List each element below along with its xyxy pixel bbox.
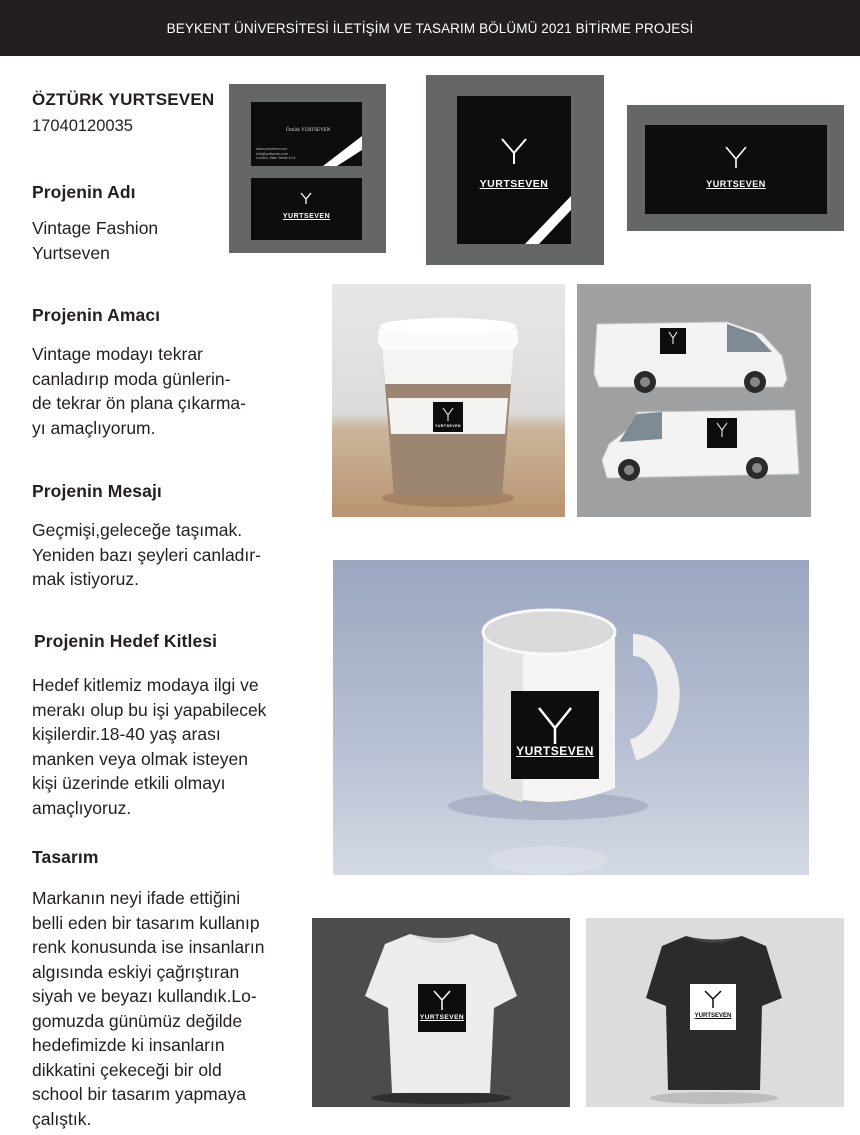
white-tshirt-illustration — [312, 918, 570, 1107]
business-card-back — [251, 178, 362, 240]
white-tshirt-mockup — [312, 918, 570, 1107]
card-line1: www.yurtseven.com — [256, 147, 288, 151]
section-title-audience: Projenin Hedef Kitlesi — [34, 631, 218, 651]
logo-y-icon — [724, 145, 748, 169]
banner-mockup — [627, 105, 844, 231]
student-number: 17040120035 — [32, 117, 133, 135]
banner — [645, 125, 827, 214]
poster-stripe — [457, 96, 571, 244]
cup-brand: YURTSEVEN — [435, 424, 461, 428]
black-tshirt-mockup — [586, 918, 844, 1107]
mug-illustration — [333, 560, 809, 875]
section-title-name: Projenin Adı — [32, 182, 136, 202]
mug-brand: YURTSEVEN — [516, 744, 594, 758]
cup-mockup — [332, 284, 565, 517]
poster-brand: YURTSEVEN — [479, 178, 549, 190]
section-title-message: Projenin Mesajı — [32, 481, 162, 501]
poster — [457, 96, 571, 244]
cup-illustration — [332, 284, 565, 517]
section-text-name: Vintage Fashion Yurtseven — [32, 218, 159, 263]
van-mockup — [577, 284, 811, 517]
section-text-design: Markanın neyi ifade ettiğini belli eden bir tasarım kullanıp renk konusunda ise insanların algısında eskiyi çağrıştıran siyah ve beyazı kullandık.Lo- gomuzda günümüz değilde hedefimizde ki insanların dikkatini çekeceği bir old school bir tasarım yapmaya çalıştık. — [32, 888, 265, 1129]
poster-mockup — [426, 75, 604, 265]
card-line2: info@yurtseven.com — [256, 151, 288, 156]
section-text-audience: Hedef kitlemiz modaya ilgi ve merakı olup bu işi yapabilecek kişilerdir.18-40 yaş arası manken veya olmak isteyen kişi üzerinde etkili olmayı amaçlıyoruz. — [32, 675, 267, 818]
section-text-message: Geçmişi,geleceğe taşımak. Yeniden bazı şeyleri canladır- mak istiyoruz. — [32, 520, 261, 589]
card-name: Öztürk YURTSEVEN — [286, 128, 331, 133]
white-tshirt-brand: YURTSEVEN — [419, 1014, 465, 1021]
logo-y-icon — [299, 191, 313, 205]
page-header — [0, 0, 860, 56]
black-tshirt-brand: YURTSEVEN — [694, 1013, 732, 1019]
section-title-design: Tasarım — [32, 847, 99, 867]
card-line3: London, Main Street 42 A — [256, 156, 296, 160]
student-name: ÖZTÜRK YURTSEVEN — [32, 90, 215, 109]
business-card-mockup — [229, 84, 386, 253]
card-brand: YURTSEVEN — [282, 213, 331, 220]
section-title-purpose: Projenin Amacı — [32, 305, 161, 325]
business-card-front — [251, 102, 362, 166]
card-stripe — [251, 102, 362, 166]
van-illustration — [577, 284, 811, 517]
mug-mockup — [333, 560, 809, 875]
banner-brand: YURTSEVEN — [706, 179, 766, 189]
section-text-purpose: Vintage modayı tekrar canladırıp moda günlerin- de tekrar ön plana çıkarma- yı amaçlıyorum. — [32, 344, 246, 438]
header-title: BEYKENT ÜNİVERSİTESİ İLETİŞİM VE TASARIM BÖLÜMÜ 2021 BİTİRME PROJESİ — [166, 20, 694, 36]
